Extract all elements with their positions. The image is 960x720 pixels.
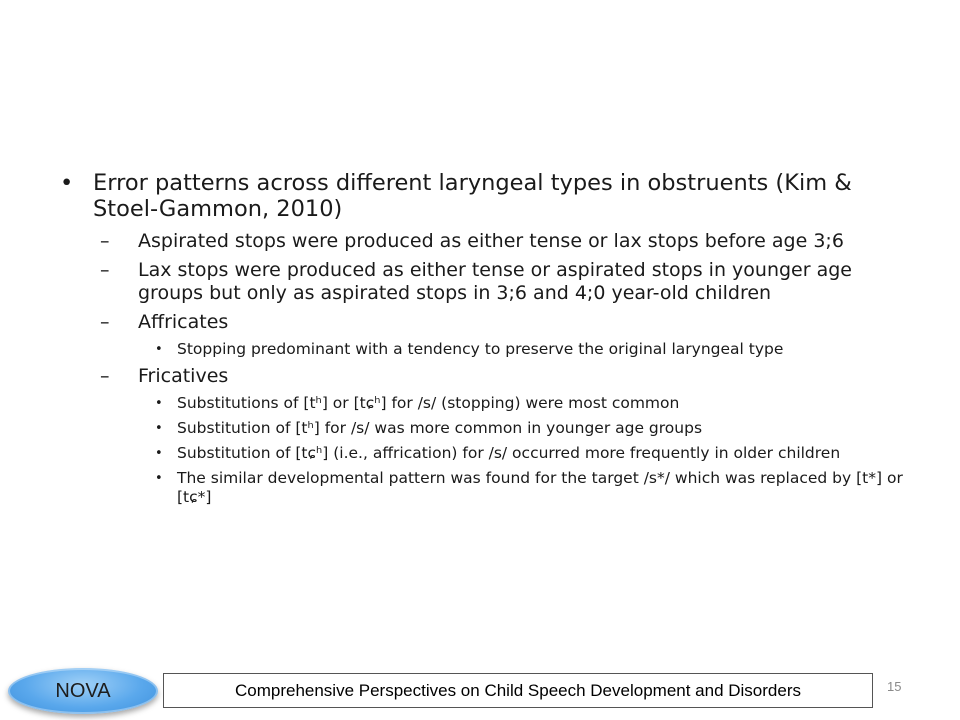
sub-sub-item-text: Substitution of [tɕʰ] (i.e., affrication) for /s/ occurred more frequently in older children [177,444,841,462]
sub-item [60,230,910,253]
sub-item-text: Lax stops were produced as either tense or aspirated stops in younger age groups but only as aspirated stops in 3;6 and 4;0 year-old children [138,259,852,304]
dash-marker: – [100,311,110,333]
sub-sub-item [60,340,910,359]
sub-sub-item-text: The similar developmental pattern was found for the target /s*/ which was replaced by [t*] or [tɕ*] [177,469,903,506]
footer-title: Comprehensive Perspectives on Child Speech Development and Disorders [163,673,873,708]
sub-sub-item-text: Substitutions of [tʰ] or [tɕʰ] for /s/ (stopping) were most common [177,394,680,412]
bullet-marker: • [155,471,163,486]
sub-sub-item [60,394,910,413]
dash-marker: – [100,230,110,252]
slide-body [60,170,910,513]
bullet-marker: • [155,446,163,461]
sub-sub-item-text: Stopping predominant with a tendency to preserve the original laryngeal type [177,340,784,358]
bullet-marker: • [155,421,163,436]
bullet-marker: • [155,396,163,411]
sub-item [60,365,910,388]
sub-item-text: Affricates [138,311,229,333]
sub-item-text: Aspirated stops were produced as either tense or lax stops before age 3;6 [138,230,844,252]
nova-badge: NOVA [8,668,158,714]
dash-marker: – [100,365,110,387]
bullet-marker: • [60,170,74,196]
page-number: 15 [887,679,902,694]
bullet-text: Error patterns across different laryngeal types in obstruents (Kim & Stoel-Gammon, 2010) [93,170,852,222]
sub-item [60,311,910,334]
sub-sub-item [60,419,910,438]
sub-item [60,259,910,305]
sub-sub-item [60,444,910,463]
dash-marker: – [100,259,110,281]
bullet-marker: • [155,342,163,357]
sub-sub-item [60,469,910,507]
sub-item-text: Fricatives [138,365,229,387]
sub-sub-item-text: Substitution of [tʰ] for /s/ was more common in younger age groups [177,419,703,437]
bullet-item [60,170,910,222]
